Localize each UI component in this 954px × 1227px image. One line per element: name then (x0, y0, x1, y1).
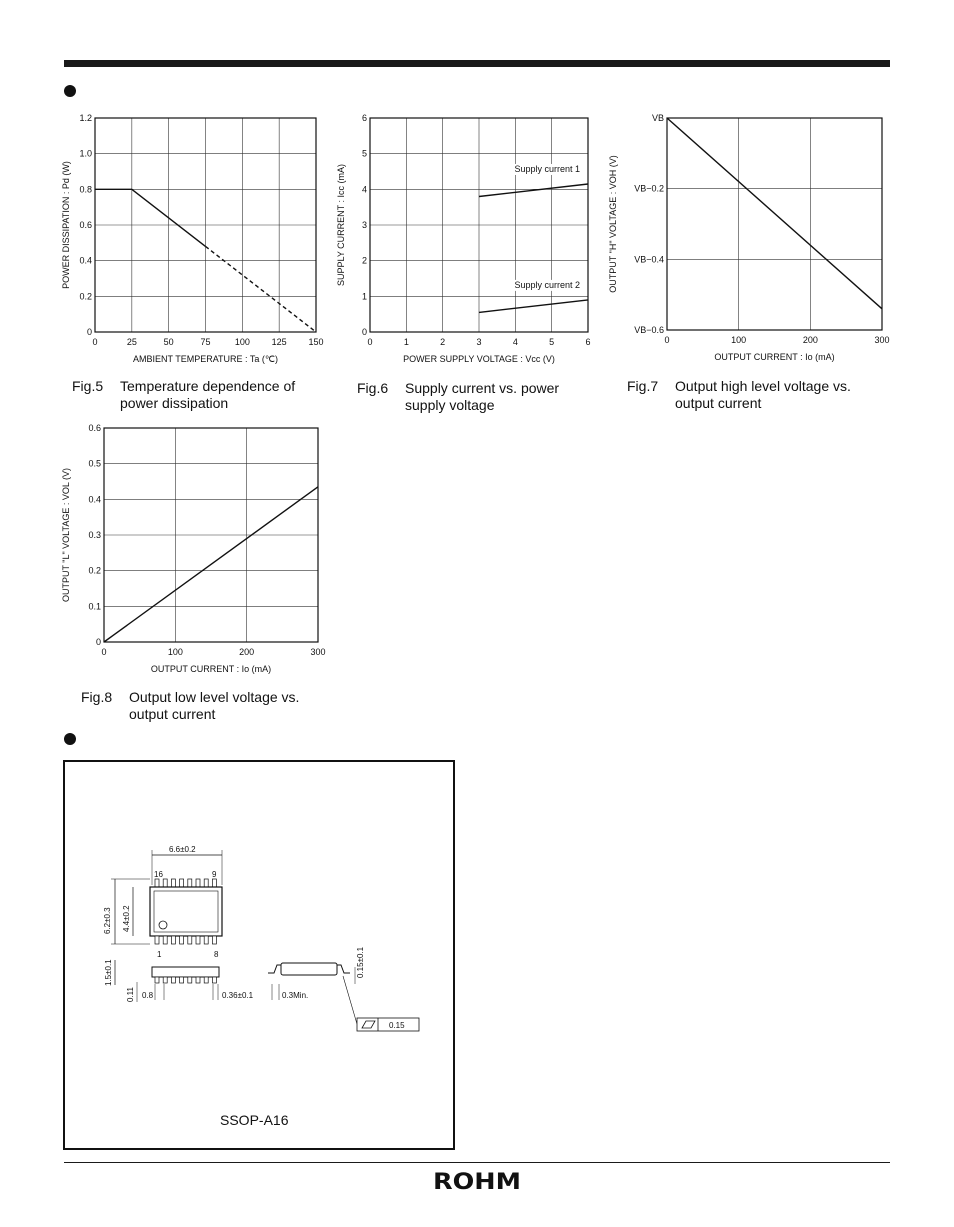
y-tick-label: 0 (86, 327, 92, 337)
caption-text: Output low level voltage vs. output current (129, 689, 300, 722)
y-tick-label: 1.0 (79, 148, 92, 159)
y-tick-label: 0.5 (88, 458, 101, 469)
x-tick-label: 0 (101, 647, 107, 657)
x-axis-label: OUTPUT CURRENT : Io (mA) (150, 664, 272, 674)
flatness-tolerance-frame (357, 1018, 419, 1031)
package-lead (196, 977, 200, 983)
y-tick-label: 0.3 (88, 530, 101, 540)
package-lead (171, 879, 175, 887)
x-tick-label: 100 (167, 647, 183, 657)
chart-fig6 (330, 110, 600, 370)
x-axis-label: POWER SUPPLY VOLTAGE : Vcc (V) (403, 354, 555, 364)
series-line (667, 118, 882, 309)
package-lead (204, 879, 208, 887)
y-tick-label: 4 (361, 184, 367, 195)
plot-frame (667, 118, 882, 330)
x-tick-label: 200 (239, 647, 255, 657)
chart-fig5 (55, 110, 335, 370)
package-lead (204, 936, 208, 944)
package-lead (155, 879, 159, 887)
y-tick-label: 2 (361, 255, 367, 266)
package-name: SSOP-A16 (220, 1112, 289, 1128)
x-tick-label: 6 (585, 337, 591, 347)
y-tick-label: VB (651, 113, 664, 123)
x-tick-label: 150 (308, 337, 324, 347)
package-lead (171, 936, 175, 944)
y-tick-label: VB−0.4 (634, 254, 664, 265)
y-tick-label: 0.4 (79, 255, 92, 266)
package-end-view (281, 963, 337, 975)
x-tick-label: 1 (403, 337, 409, 347)
y-tick-label: VB−0.6 (634, 325, 664, 335)
pin-label-16: 16 (154, 870, 163, 879)
package-lead (212, 936, 216, 944)
package-lead (196, 879, 200, 887)
package-lead (188, 879, 192, 887)
package-lead (212, 977, 216, 983)
caption-text: Temperature dependence of power dissipation (120, 378, 296, 411)
x-tick-label: 200 (802, 335, 818, 345)
dim-lead-thickness: 0.15±0.1 (356, 946, 365, 978)
y-tick-label: 1 (361, 291, 367, 302)
package-lead (163, 879, 167, 887)
x-tick-label: 300 (874, 335, 890, 345)
x-axis-label: AMBIENT TEMPERATURE : Ta (℃) (133, 354, 278, 364)
dim-lead-length: 0.3Min. (282, 991, 309, 1000)
dim-lead-width: 0.36±0.1 (222, 991, 254, 1000)
package-lead (180, 977, 184, 983)
dim-standoff: 0.11 (126, 987, 135, 1002)
x-tick-label: 100 (731, 335, 747, 345)
package-lead (180, 879, 184, 887)
caption-fig5 (72, 378, 332, 414)
y-tick-label: 5 (361, 148, 367, 159)
package-lead (196, 936, 200, 944)
dim-body-length: 6.6±0.2 (169, 845, 196, 854)
y-tick-label: 0.1 (88, 601, 101, 612)
chart-fig8 (55, 420, 335, 680)
pin-label-1: 1 (157, 950, 162, 959)
package-lead (204, 977, 208, 983)
x-tick-label: 50 (163, 337, 174, 347)
package-lead (188, 977, 192, 983)
pin-label-9: 9 (212, 870, 217, 879)
rohm-logo-icon (432, 1170, 522, 1192)
caption-fig8 (81, 689, 341, 725)
package-lead (171, 977, 175, 983)
package-lead (180, 936, 184, 944)
y-tick-label: 3 (361, 220, 367, 230)
caption-fig7 (627, 378, 897, 414)
y-axis-label: OUTPUT "H" VOLTAGE : VOH (V) (608, 155, 618, 293)
package-outline-box (63, 760, 455, 1150)
series-label: Supply current 2 (514, 279, 580, 290)
series-line (479, 300, 588, 313)
package-side-view (152, 967, 219, 977)
y-axis-label: POWER DISSIPATION : Pd (W) (61, 161, 71, 289)
x-tick-label: 4 (512, 337, 518, 347)
y-tick-label: 0 (361, 327, 367, 337)
x-tick-label: 125 (271, 337, 287, 347)
x-tick-label: 0 (367, 337, 373, 347)
section-bullet (64, 85, 76, 97)
package-lead (163, 936, 167, 944)
series-line (479, 184, 588, 197)
chart-fig7 (600, 110, 900, 370)
y-tick-label: 0.4 (88, 494, 101, 505)
dim-flatness: 0.15 (389, 1021, 405, 1030)
x-axis-label: OUTPUT CURRENT : Io (mA) (714, 352, 835, 362)
section-bullet (64, 733, 76, 745)
x-tick-label: 0 (664, 335, 670, 345)
x-tick-label: 2 (440, 337, 446, 347)
dim-total-width: 6.2±0.3 (103, 907, 112, 934)
x-tick-label: 3 (476, 337, 482, 347)
caption-text: Output high level voltage vs. output current (675, 378, 851, 411)
y-tick-label: 0.6 (79, 220, 92, 230)
package-lead (188, 936, 192, 944)
series-line (95, 189, 206, 246)
caption-fig-number: Fig.6 (357, 380, 389, 396)
y-tick-label: 0.8 (79, 184, 92, 195)
y-axis-label: OUTPUT "L" VOLTAGE : VOL (V) (61, 467, 71, 603)
package-lead (155, 977, 159, 983)
logo-text: ROHM (433, 1170, 521, 1192)
pin-label-8: 8 (214, 950, 219, 959)
caption-fig-number: Fig.7 (627, 378, 659, 394)
y-tick-label: 0 (95, 637, 101, 647)
caption-fig-number: Fig.5 (72, 378, 104, 394)
package-lead (212, 879, 216, 887)
y-tick-label: 6 (361, 113, 367, 123)
y-axis-label: SUPPLY CURRENT : Icc (mA) (336, 163, 346, 287)
package-drawing (65, 762, 453, 1148)
x-tick-label: 100 (234, 337, 250, 347)
series-label: Supply current 1 (514, 163, 580, 174)
caption-fig-number: Fig.8 (81, 689, 113, 705)
caption-fig6 (357, 380, 617, 416)
y-tick-label: 0.6 (88, 423, 101, 433)
dim-height: 1.5±0.1 (104, 959, 113, 986)
series-line (104, 487, 318, 642)
header-rule (64, 60, 890, 67)
x-tick-label: 25 (126, 337, 137, 347)
footer-rule (64, 1162, 890, 1163)
dim-pitch: 0.8 (142, 991, 154, 1000)
x-tick-label: 5 (549, 337, 555, 347)
y-tick-label: 0.2 (79, 291, 92, 302)
package-lead (155, 936, 159, 944)
x-tick-label: 300 (310, 647, 326, 657)
y-tick-label: VB−0.2 (634, 183, 664, 194)
series-line (206, 246, 317, 332)
y-tick-label: 0.2 (88, 565, 101, 576)
x-tick-label: 0 (92, 337, 98, 347)
y-tick-label: 1.2 (79, 113, 92, 123)
package-lead (163, 977, 167, 983)
caption-text: Supply current vs. power supply voltage (405, 380, 560, 413)
dim-body-width: 4.4±0.2 (122, 905, 131, 932)
x-tick-label: 75 (200, 337, 211, 347)
